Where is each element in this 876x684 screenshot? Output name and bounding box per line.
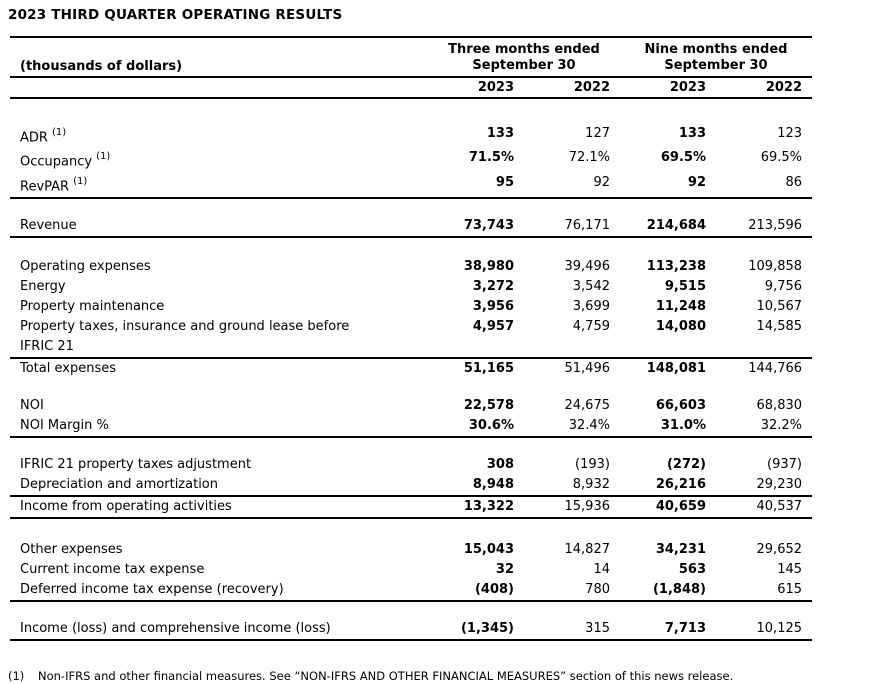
cell-value: 92 xyxy=(524,173,620,198)
year-header-9mo-2022: 2022 xyxy=(716,77,812,98)
page xyxy=(0,7,876,683)
cell-value: 69.5% xyxy=(660,150,706,166)
page-title: 2023 THIRD QUARTER OPERATING RESULTS xyxy=(8,7,343,23)
row-label: ADR $^{(1)}$ xyxy=(20,127,67,146)
cell-value: 22,578 xyxy=(463,397,514,413)
year-header-9mo-2023: 2023 xyxy=(620,77,716,98)
table-row xyxy=(10,540,812,560)
cell-value: 30.6% xyxy=(428,416,524,437)
cell-value: 92 xyxy=(620,173,716,198)
cell-value: 3,956 xyxy=(472,298,514,314)
spacer-row xyxy=(10,237,812,257)
cell-value: 31.0% xyxy=(620,416,716,437)
cell-value: 32 xyxy=(495,561,514,577)
row-label: Other expenses xyxy=(20,541,123,557)
cell-value: 10,125 xyxy=(716,619,812,640)
row-label: IFRIC 21 property taxes adjustment xyxy=(20,456,252,472)
spacer-cell xyxy=(10,518,812,540)
year-header-spacer-cell xyxy=(10,77,428,98)
footnote-marker: (1) xyxy=(8,668,25,683)
footnote-reference: (1) xyxy=(51,127,67,138)
spacer-cell xyxy=(10,237,812,257)
table-row xyxy=(10,297,812,317)
year-header-3mo-2023: 2023 xyxy=(428,77,524,98)
spacer-row xyxy=(10,379,812,396)
table-row xyxy=(10,257,812,277)
cell-value: (937) xyxy=(767,456,803,472)
col-group-three-months: Three months ended September 30 xyxy=(428,37,620,77)
row-label: RevPAR $^{(1)}$ xyxy=(10,173,428,198)
table-row xyxy=(10,216,812,237)
cell-value: 123 xyxy=(777,126,803,141)
cell-value: (1,345) xyxy=(428,619,524,640)
cell-value: 95 xyxy=(428,173,524,198)
spacer-cell xyxy=(10,98,812,124)
cell-value: 14,080 xyxy=(620,317,716,358)
row-label: NOI xyxy=(20,397,44,413)
spacer-row xyxy=(10,601,812,619)
spacer-cell xyxy=(10,601,812,619)
cell-value: (272) xyxy=(666,456,706,472)
cell-value: (193) xyxy=(575,456,610,472)
cell-value: 73,743 xyxy=(428,216,524,237)
table-row xyxy=(10,173,812,198)
table-row xyxy=(10,496,812,518)
cell-value: 29,652 xyxy=(756,541,803,557)
row-label: Property taxes, insurance and ground lease before IFRIC 21 xyxy=(10,317,428,358)
cell-value: 14,585 xyxy=(716,317,812,358)
table-row xyxy=(10,560,812,580)
spacer-cell xyxy=(10,379,812,396)
cell-value: 145 xyxy=(777,561,803,577)
cell-value: 68,830 xyxy=(756,397,803,413)
spacer-row xyxy=(10,518,812,540)
cell-value: 10,567 xyxy=(756,298,803,314)
footnote-reference: (1) xyxy=(96,151,111,163)
cell-value: 9,515 xyxy=(664,278,706,294)
cell-value: 8,948 xyxy=(428,475,524,496)
cell-value: 315 xyxy=(524,619,620,640)
table-row xyxy=(10,148,812,172)
unit-label: (thousands of dollars) xyxy=(10,37,428,77)
cell-value: 14,827 xyxy=(564,541,610,557)
table-row xyxy=(10,580,812,601)
table-row xyxy=(10,124,812,148)
cell-value: 86 xyxy=(716,173,812,198)
cell-value: 133 xyxy=(678,126,706,141)
cell-value: 127 xyxy=(585,126,610,141)
cell-value: 13,322 xyxy=(428,496,524,518)
spacer-row xyxy=(10,437,812,455)
cell-value: 39,496 xyxy=(564,258,610,274)
cell-value: (1,848) xyxy=(620,580,716,601)
cell-value: 214,684 xyxy=(620,216,716,237)
cell-value: 9,756 xyxy=(764,278,803,294)
cell-value: 615 xyxy=(716,580,812,601)
footnote xyxy=(8,669,876,684)
row-label: Operating expenses xyxy=(20,258,151,274)
spacer-cell xyxy=(10,198,812,216)
cell-value: 40,537 xyxy=(716,496,812,518)
cell-value: 69.5% xyxy=(760,150,803,166)
table-row xyxy=(10,396,812,416)
row-label: Current income tax expense xyxy=(20,561,205,577)
spacer-cell xyxy=(10,437,812,455)
cell-value: 113,238 xyxy=(646,258,706,274)
cell-value: 213,596 xyxy=(716,216,812,237)
table-row xyxy=(10,475,812,496)
cell-value: 780 xyxy=(524,580,620,601)
footnote-reference: (1) xyxy=(73,175,88,187)
cell-value: 72.1% xyxy=(568,150,610,166)
cell-value: 4,957 xyxy=(428,317,524,358)
cell-value: 15,043 xyxy=(463,541,514,557)
cell-value: 40,659 xyxy=(620,496,716,518)
row-label: Property maintenance xyxy=(20,298,165,314)
col-group-nine-months: Nine months ended September 30 xyxy=(620,37,812,77)
operating-results-table xyxy=(10,36,812,641)
row-label: Total expenses xyxy=(20,360,116,376)
cell-value: 3,699 xyxy=(572,298,610,314)
year-header-3mo-2022: 2022 xyxy=(524,77,620,98)
row-label: Revenue xyxy=(10,216,428,237)
cell-value: 66,603 xyxy=(655,397,706,413)
cell-value: 3,272 xyxy=(472,278,514,294)
row-label: Deferred income tax expense (recovery) xyxy=(10,580,428,601)
row-label: Income (loss) and comprehensive income (loss) xyxy=(10,619,428,640)
table-row xyxy=(10,317,812,358)
cell-value: 8,932 xyxy=(524,475,620,496)
row-label: Energy xyxy=(20,278,66,294)
row-label: Income from operating activities xyxy=(10,496,428,518)
cell-value: 3,542 xyxy=(572,278,610,294)
cell-value: 32.4% xyxy=(524,416,620,437)
cell-value: 563 xyxy=(678,561,706,577)
cell-value: 32.2% xyxy=(716,416,812,437)
cell-value: 76,171 xyxy=(524,216,620,237)
cell-value: 51,496 xyxy=(564,360,610,376)
cell-value: 71.5% xyxy=(468,150,514,166)
cell-value: 7,713 xyxy=(620,619,716,640)
cell-value: 308 xyxy=(486,456,514,472)
cell-value: 34,231 xyxy=(655,541,706,557)
cell-value: 29,230 xyxy=(716,475,812,496)
cell-value: 133 xyxy=(486,126,514,141)
table-header xyxy=(10,37,812,98)
row-label: Depreciation and amortization xyxy=(10,475,428,496)
cell-value: 24,675 xyxy=(564,397,610,413)
cell-value: 144,766 xyxy=(748,360,803,376)
footnote-text: Non-IFRS and other financial measures. See “NON-IFRS AND OTHER FINANCIAL MEASURES” section of this news release. xyxy=(38,668,734,683)
table-body xyxy=(10,98,812,640)
column-group-header-row xyxy=(10,37,812,77)
cell-value: 51,165 xyxy=(463,360,514,376)
cell-value: 26,216 xyxy=(620,475,716,496)
cell-value: 15,936 xyxy=(524,496,620,518)
table-row xyxy=(10,277,812,297)
year-header-row xyxy=(10,77,812,98)
row-label: Occupancy $^{(1)}$ xyxy=(20,151,111,170)
table-row xyxy=(10,455,812,475)
cell-value: 109,858 xyxy=(748,258,803,274)
cell-value: 4,759 xyxy=(524,317,620,358)
cell-value: 148,081 xyxy=(646,360,706,376)
cell-value: 38,980 xyxy=(463,258,514,274)
table-row xyxy=(10,416,812,437)
row-label: NOI Margin % xyxy=(10,416,428,437)
spacer-row xyxy=(10,198,812,216)
cell-value: 14 xyxy=(593,561,610,577)
spacer-row xyxy=(10,98,812,124)
cell-value: (408) xyxy=(428,580,524,601)
table-row xyxy=(10,358,812,379)
table-row xyxy=(10,619,812,640)
cell-value: 11,248 xyxy=(655,298,706,314)
